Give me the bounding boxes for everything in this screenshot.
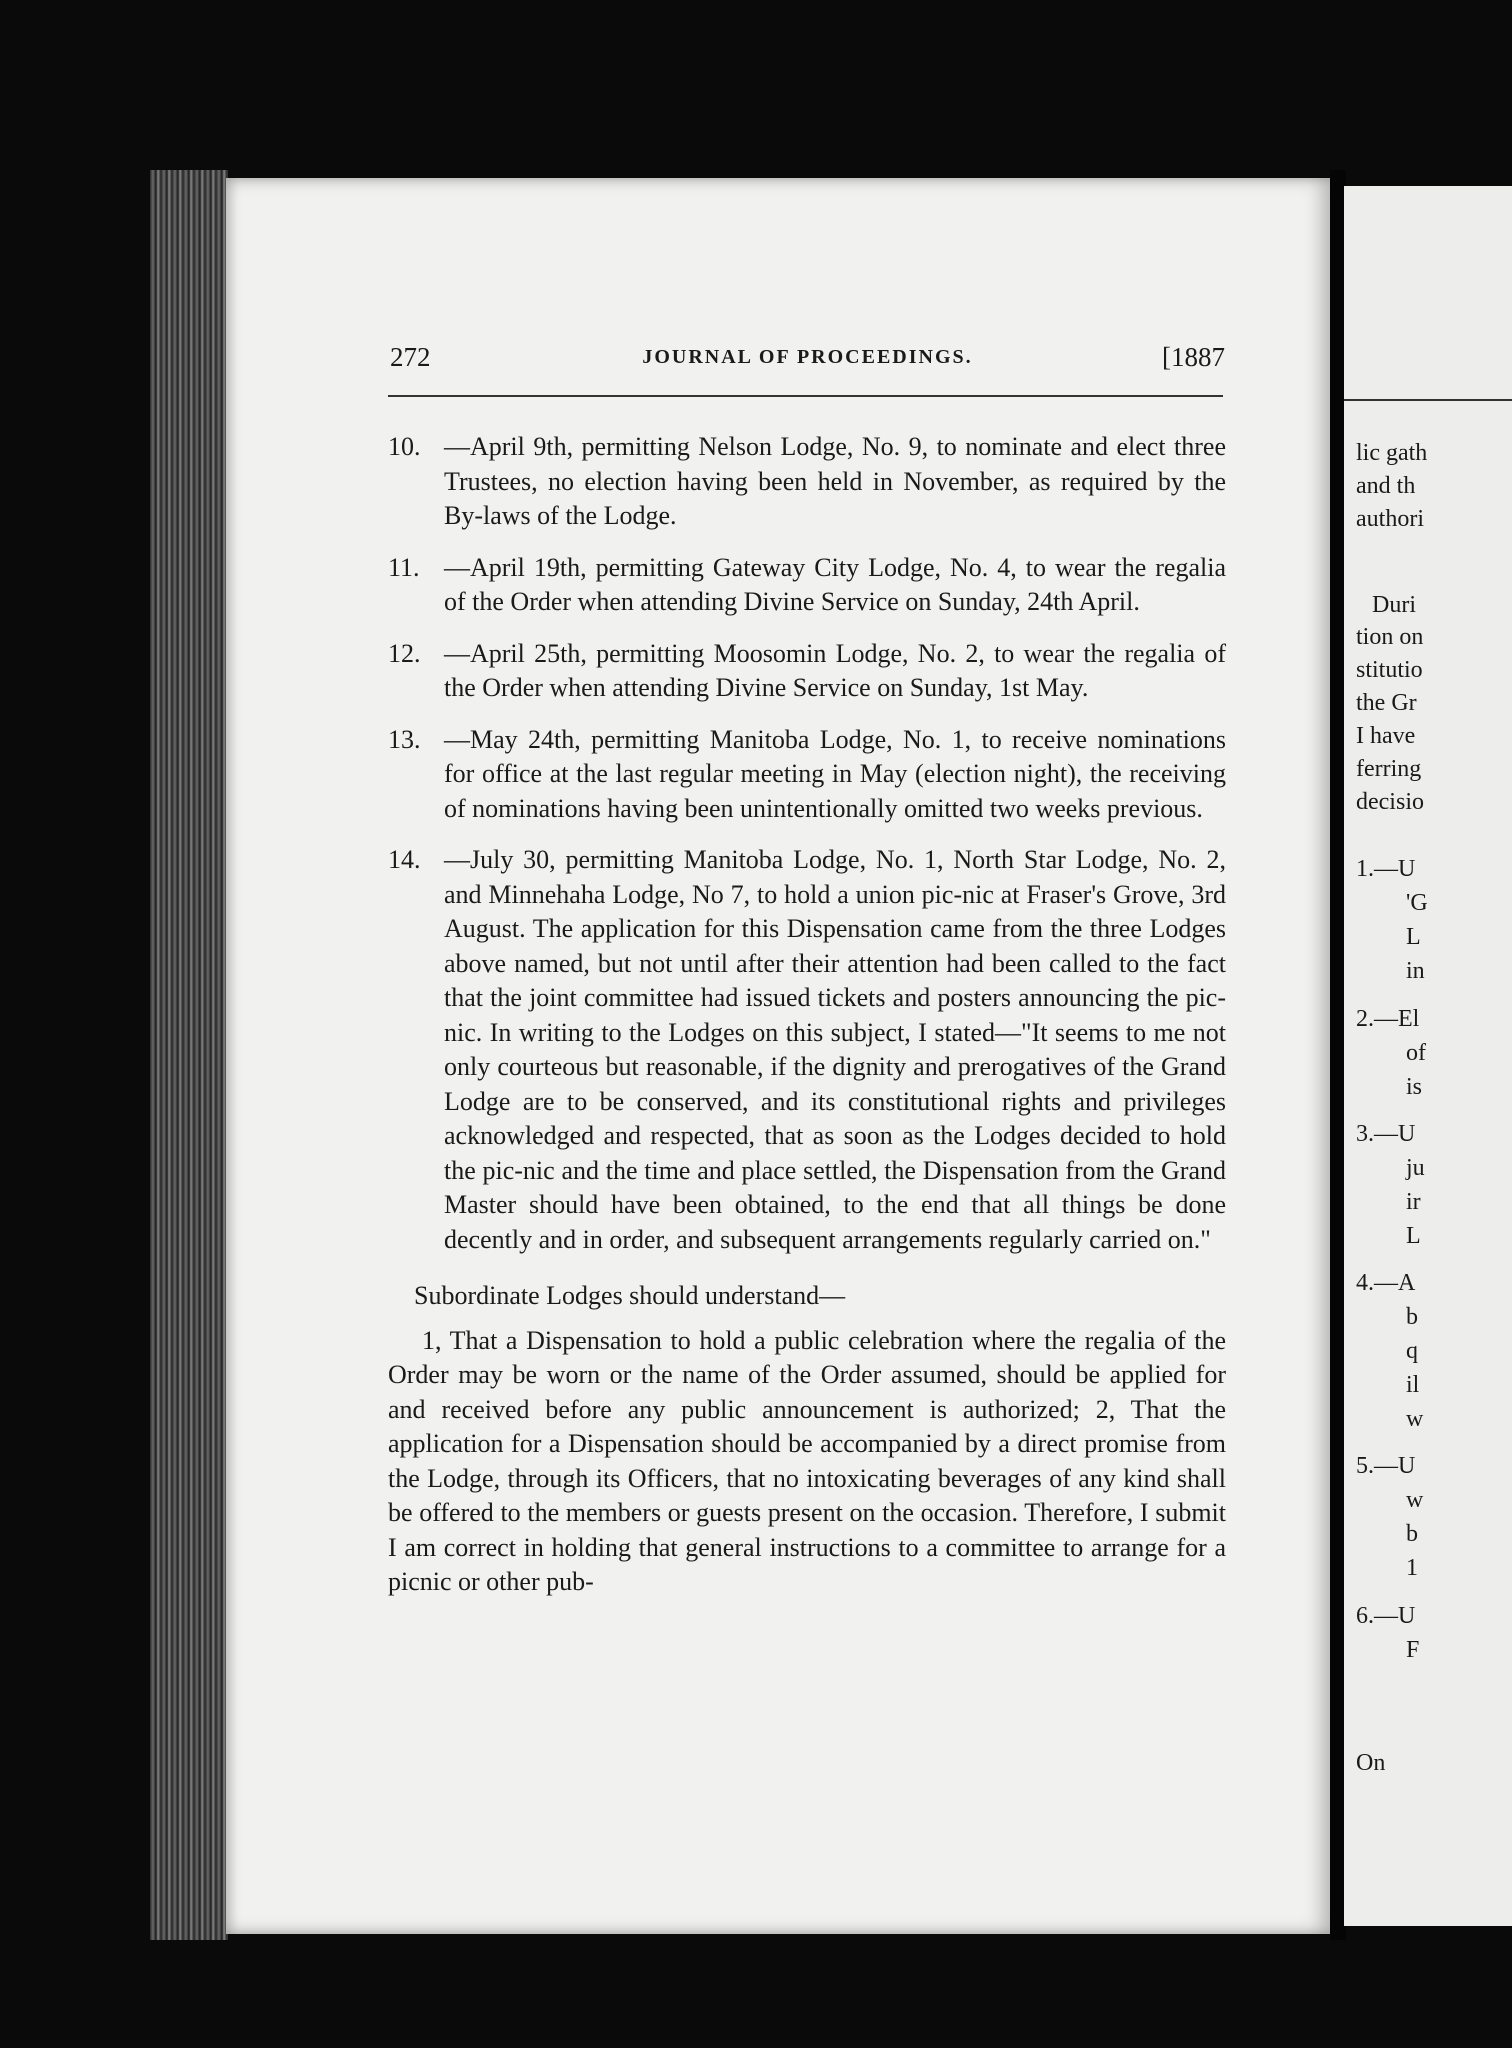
list-item (388, 637, 1226, 706)
item-number: 10. (388, 432, 421, 461)
right-page-line: w (1406, 1406, 1424, 1432)
right-page-line: is (1406, 1074, 1423, 1100)
right-page-line: ju (1406, 1155, 1425, 1181)
list-item (388, 723, 1226, 827)
right-header-rule (1344, 399, 1512, 401)
year-label: [1887 (1162, 342, 1225, 372)
subheading: Subordinate Lodges should understand— (414, 1281, 846, 1310)
book-page-edges (150, 170, 228, 1940)
running-header (390, 340, 1225, 380)
right-page-line: b (1406, 1521, 1418, 1547)
list-item (388, 551, 1226, 620)
item-text: —May 24th, permitting Manitoba Lodge, No. 1, to receive nominations for office at the last regular meeting in May (election night), the receiving of nominations having been unintentionally omitted two weeks previous. (444, 724, 1226, 823)
item-text: —April 25th, permitting Moosomin Lodge, No. 2, to wear the regalia of the Order when attending Divine Service on Sunday, 1st May. (444, 638, 1226, 702)
item-number: 14. (388, 845, 421, 874)
right-page-line: 'G (1406, 890, 1428, 916)
right-page (1344, 186, 1512, 1926)
right-page-line: of (1406, 1040, 1426, 1066)
right-page-line: 1.—U (1356, 856, 1416, 882)
page-number: 272 (390, 342, 431, 372)
right-page-line: w (1406, 1487, 1424, 1513)
right-page-line: authori (1356, 506, 1424, 532)
right-page-line: q (1406, 1338, 1418, 1364)
right-page-line: 4.—A (1356, 1270, 1416, 1296)
right-page-line: the Gr (1356, 690, 1417, 716)
right-page-line: 1 (1406, 1555, 1418, 1581)
right-page-line: il (1406, 1372, 1420, 1398)
right-page-line: stitutio (1356, 657, 1423, 683)
item-number: 12. (388, 638, 421, 668)
right-page-line: Duri (1372, 592, 1416, 618)
item-text: —April 19th, permitting Gateway City Lodge, No. 4, to wear the regalia of the Order when attending Divine Service on Sunday, 24th April. (444, 552, 1226, 616)
right-page-line: ir (1406, 1189, 1421, 1215)
right-page-line: On (1356, 1750, 1386, 1776)
right-page-line: b (1406, 1304, 1418, 1330)
journal-title: JOURNAL OF PROCEEDINGS. (642, 346, 973, 368)
item-text: —July 30, permitting Manitoba Lodge, No. 1, North Star Lodge, No. 2, and Minnehaha Lodge, No 7, to hold a union pic-nic at Fraser's Grove, 3rd August. The application for this Dispensation came from the three Lodges above named, but not until after their attention had been called to the fact that the joint committee had issued tickets and posters announcing the pic-nic. In writing to the Lodges on this subject, I stated—"It seems to me not only courteous but reasonable, if the dignity and prerogatives of the Grand Lodge are to be conserved, and its constitutional rights and privileges acknowledged and respected, that as soon as the Lodges decided to hold the pic-nic and the time and place settled, the Dispensation from the Grand Master should have been obtained, to the end that all things be done decently and in order, and subsequent arrangements regularly carried on." (444, 845, 1226, 1254)
closing-paragraph: 1, That a Dispensation to hold a public celebration where the regalia of the Order may be worn or the name of the Order assumed, should be applied for and received before any public announcement is authorized; 2, That the application for a Dispensation should be accompanied by a direct promise from the Lodge, through its Officers, that no intoxicating beverages of any kind shall be offered to the members or guests present on the occasion. Therefore, I submit I am correct in holding that general instructions to a committee to arrange for a picnic or other pub- (388, 1325, 1226, 1596)
right-page-line: L (1406, 1223, 1421, 1249)
right-page-line: 3.—U (1356, 1121, 1416, 1147)
right-page-line: L (1406, 924, 1421, 950)
right-page-line: I have (1356, 723, 1416, 749)
right-page-line: 6.—U (1356, 1603, 1416, 1629)
right-page-line: in (1406, 958, 1425, 984)
right-page-line: 2.—El (1356, 1006, 1420, 1032)
right-page-line: and th (1356, 473, 1416, 499)
item-number: 11. (388, 552, 420, 582)
item-text: —April 9th, permitting Nelson Lodge, No. 9, to nominate and elect three Trustees, no election having been held in November, as required by the By-laws of the Lodge. (444, 432, 1226, 530)
right-page-line: F (1406, 1637, 1420, 1663)
item-number: 13. (388, 724, 421, 754)
header-rule (388, 395, 1223, 397)
page-body (388, 430, 1226, 1600)
right-page-line: tion on (1356, 624, 1424, 650)
right-page-line: 5.—U (1356, 1453, 1416, 1479)
list-item (388, 430, 1226, 534)
right-page-line: lic gath (1356, 440, 1428, 466)
right-page-line: ferring (1356, 756, 1422, 782)
list-item (388, 843, 1226, 1257)
right-page-line: decisio (1356, 789, 1424, 815)
